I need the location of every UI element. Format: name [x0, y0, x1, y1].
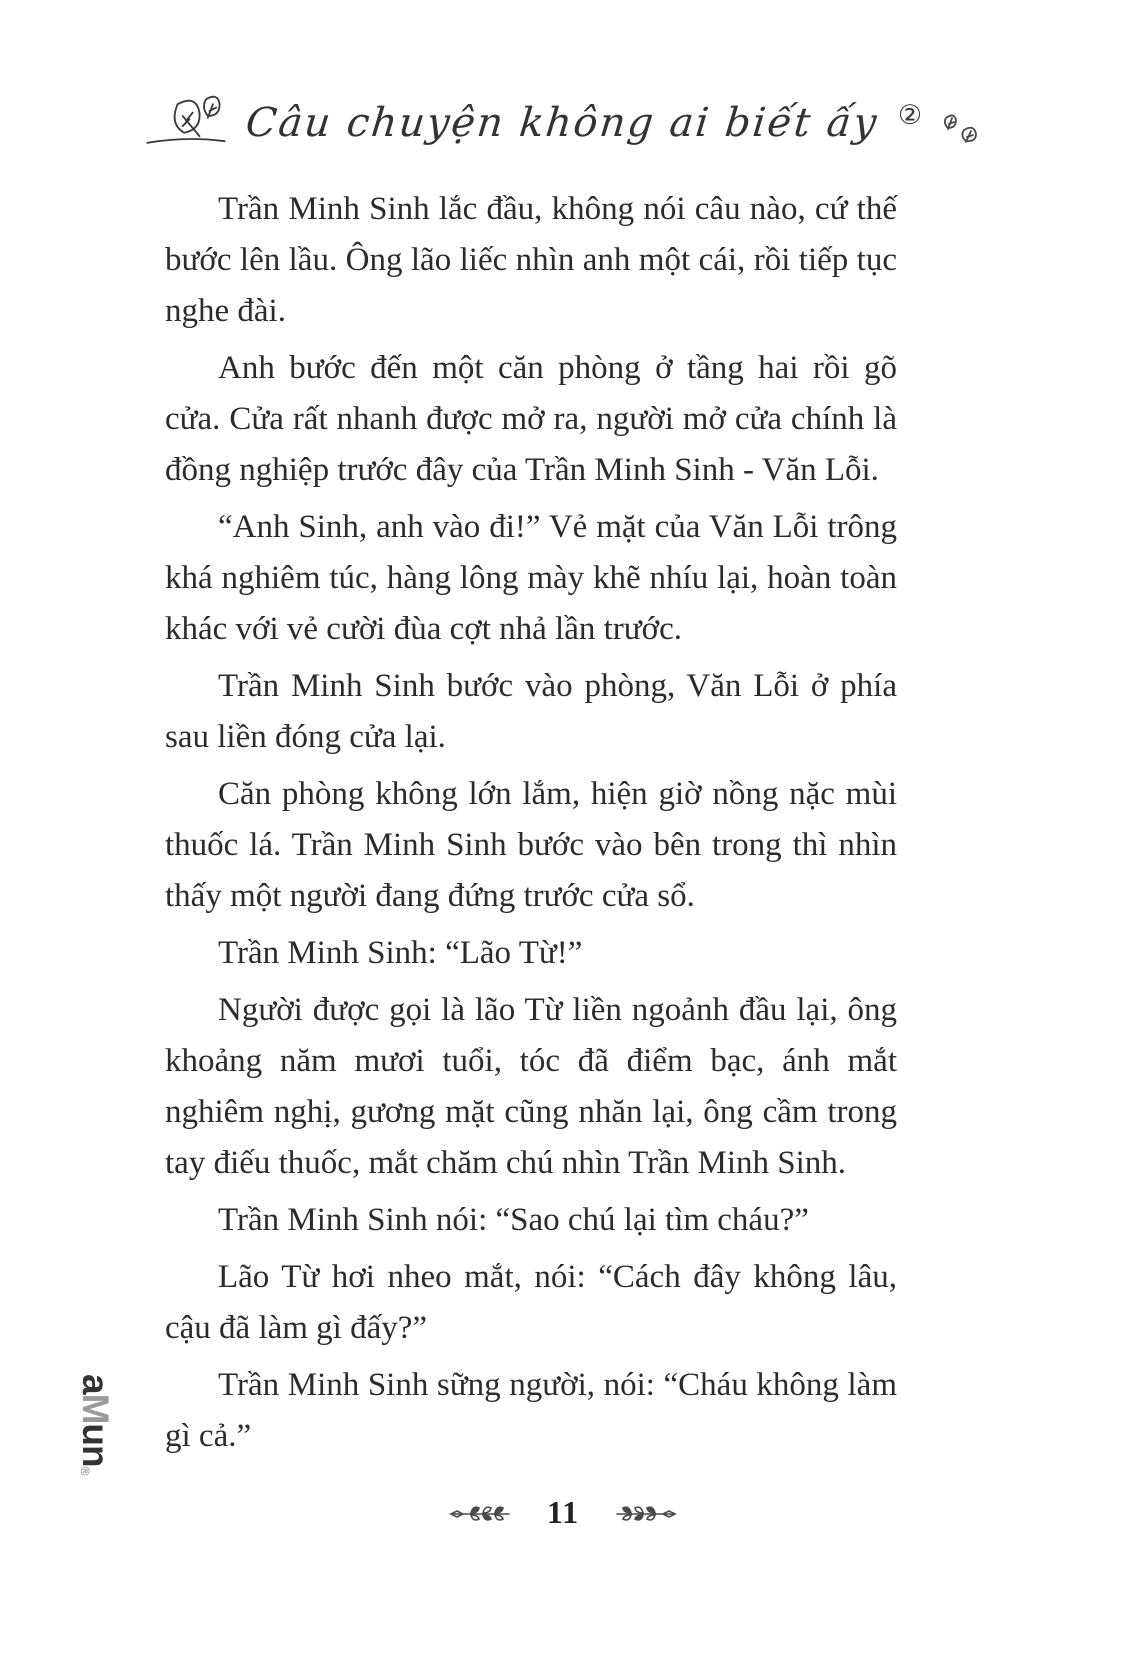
publisher-logo-text: a [75, 1374, 116, 1394]
chapter-title: Câu chuyện không ai biết ấy [243, 100, 881, 146]
chapter-header [0, 88, 1126, 158]
paragraph: Anh bước đến một căn phòng ở tầng hai rồi gõ cửa. Cửa rất nhanh được mở ra, người mở cửa chính là đồng nghiệp trước đây của Trần Minh Sinh - Văn Lỗi. [165, 350, 897, 488]
publisher-logo [74, 1374, 116, 1496]
paragraph: Trần Minh Sinh bước vào phòng, Văn Lỗi ở phía sau liền đóng cửa lại. [165, 668, 897, 755]
leaf-ornament-left-icon [449, 1503, 511, 1523]
paragraph: Trần Minh Sinh lắc đầu, không nói câu nào, cứ thế bước lên lầu. Ông lão liếc nhìn anh một cái, rồi tiếp tục nghe đài. [165, 191, 897, 329]
paragraph: Trần Minh Sinh: “Lão Từ!” [218, 935, 583, 971]
paragraph: Căn phòng không lớn lắm, hiện giờ nồng nặc mùi thuốc lá. Trần Minh Sinh bước vào bên trong thì nhìn thấy một người đang đứng trước cửa sổ. [165, 776, 897, 914]
chapter-part-number: ② [897, 99, 923, 131]
paragraph: Trần Minh Sinh nói: “Sao chú lại tìm cháu?” [218, 1202, 809, 1238]
publisher-logo-text: M [75, 1393, 116, 1424]
page-number: 11 [546, 1494, 580, 1530]
body-text [165, 178, 897, 1462]
leaf-ornament-right-icon [615, 1503, 677, 1523]
page-footer [0, 1494, 1126, 1531]
paragraph: “Anh Sinh, anh vào đi!” Vẻ mặt của Văn Lỗi trông khá nghiêm túc, hàng lông mày khẽ nhíu lại, hoàn toàn khác với vẻ cười đùa cợt nhả lần trước. [165, 509, 897, 647]
paragraph: Lão Từ hơi nheo mắt, nói: “Cách đây không lâu, cậu đã làm gì đấy?” [165, 1259, 897, 1346]
paragraph: Người được gọi là lão Từ liền ngoảnh đầu lại, ông khoảng năm mươi tuổi, tóc đã điểm bạc, ánh mắt nghiêm nghị, gương mặt cũng nhăn lại, ông cầm trong tay điếu thuốc, mắt chăm chú nhìn Trần Minh Sinh. [165, 992, 897, 1181]
publisher-logo-text: un [75, 1423, 116, 1467]
paragraph: Trần Minh Sinh sững người, nói: “Cháu không làm gì cả.” [165, 1367, 897, 1454]
small-leaves-icon [940, 110, 982, 146]
registered-trademark-icon: ® [78, 1466, 92, 1475]
sprout-leaves-icon [144, 84, 228, 158]
